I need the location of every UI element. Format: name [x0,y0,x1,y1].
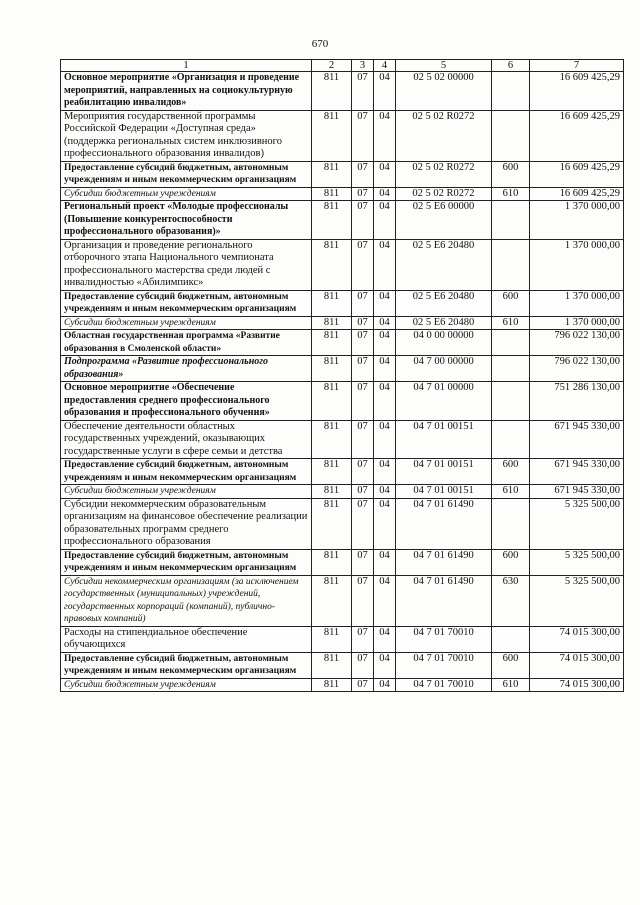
row-section-cell: 07 [352,239,374,290]
row-target-article-cell: 02 5 E6 00000 [396,201,492,240]
row-code-admin-cell: 811 [312,201,352,240]
row-amount-cell: 74 015 300,00 [530,678,624,692]
row-subsection-cell: 04 [374,201,396,240]
row-target-article-cell: 04 7 01 61490 [396,549,492,575]
row-subsection-cell: 04 [374,626,396,652]
row-subsection-cell: 04 [374,575,396,626]
row-section-cell: 07 [352,187,374,201]
row-code-admin-cell: 811 [312,187,352,201]
row-amount-cell: 1 370 000,00 [530,201,624,240]
table-row [61,678,624,692]
row-target-article-cell: 04 7 01 61490 [396,575,492,626]
row-subsection-cell: 04 [374,330,396,356]
row-subsection-cell: 04 [374,290,396,316]
row-target-article-cell: 04 0 00 00000 [396,330,492,356]
row-name-cell: Субсидии бюджетным учреждениям [61,678,312,692]
table-row [61,239,624,290]
row-name-cell: Региональный проект «Молодые профессионалы (Повышение конкурентоспособности профессионального образования)» [61,201,312,240]
row-target-article-cell: 02 5 02 R0272 [396,187,492,201]
row-expense-type-cell: 600 [492,549,530,575]
header-cell-4: 4 [374,60,396,72]
row-amount-cell: 5 325 500,00 [530,498,624,549]
row-name-cell: Субсидии некоммерческим образовательным организациям на финансовое обеспечение реализации образовательных программ среднего профессионального образования [61,498,312,549]
row-target-article-cell: 02 5 02 00000 [396,72,492,111]
row-name-cell: Областная государственная программа «Развитие образования в Смоленской области» [61,330,312,356]
header-row [61,60,624,72]
row-expense-type-cell: 600 [492,652,530,678]
row-target-article-cell: 04 7 01 70010 [396,652,492,678]
table-row [61,316,624,330]
row-subsection-cell: 04 [374,382,396,421]
row-name-cell: Субсидии бюджетным учреждениям [61,187,312,201]
row-subsection-cell: 04 [374,110,396,161]
row-amount-cell: 1 370 000,00 [530,316,624,330]
row-name-cell: Мероприятия государственной программы Российской Федерации «Доступная среда» (поддержка региональных систем инклюзивного профессионального образования инвалидов) [61,110,312,161]
row-section-cell: 07 [352,382,374,421]
row-name-cell: Предоставление субсидий бюджетным, автономным учреждениям и иным некоммерческим организациям [61,290,312,316]
row-subsection-cell: 04 [374,356,396,382]
table-row [61,420,624,459]
row-expense-type-cell: 610 [492,678,530,692]
row-target-article-cell: 04 7 01 00000 [396,382,492,421]
row-name-cell: Субсидии бюджетным учреждениям [61,316,312,330]
row-target-article-cell: 04 7 01 00151 [396,420,492,459]
table-row [61,575,624,626]
row-code-admin-cell: 811 [312,316,352,330]
row-code-admin-cell: 811 [312,290,352,316]
table-row [61,72,624,111]
row-subsection-cell: 04 [374,187,396,201]
header-cell-7: 7 [530,60,624,72]
row-expense-type-cell [492,626,530,652]
row-expense-type-cell: 610 [492,316,530,330]
row-amount-cell: 671 945 330,00 [530,485,624,499]
row-expense-type-cell [492,201,530,240]
row-expense-type-cell: 600 [492,290,530,316]
row-amount-cell: 796 022 130,00 [530,330,624,356]
table-row [61,382,624,421]
row-target-article-cell: 04 7 01 00151 [396,459,492,485]
table-row [61,459,624,485]
row-section-cell: 07 [352,626,374,652]
row-amount-cell: 796 022 130,00 [530,356,624,382]
row-amount-cell: 1 370 000,00 [530,239,624,290]
page-number: 670 [311,38,329,50]
row-code-admin-cell: 811 [312,652,352,678]
row-target-article-cell: 04 7 01 70010 [396,678,492,692]
row-expense-type-cell: 600 [492,161,530,187]
header-cell-6: 6 [492,60,530,72]
row-code-admin-cell: 811 [312,575,352,626]
row-expense-type-cell [492,498,530,549]
row-amount-cell: 16 609 425,29 [530,161,624,187]
header-cell-1: 1 [61,60,312,72]
table-row [61,110,624,161]
row-code-admin-cell: 811 [312,549,352,575]
row-name-cell: Субсидии некоммерческим организациям (за исключением государственных (муниципальных) учреждений, государственных корпораций (компаний), публично-правовых компаний) [61,575,312,626]
row-name-cell: Подпрограмма «Развитие профессионального образования» [61,356,312,382]
row-section-cell: 07 [352,161,374,187]
row-code-admin-cell: 811 [312,459,352,485]
row-code-admin-cell: 811 [312,330,352,356]
row-section-cell: 07 [352,201,374,240]
row-amount-cell: 16 609 425,29 [530,110,624,161]
row-expense-type-cell: 630 [492,575,530,626]
table-row [61,485,624,499]
row-name-cell: Субсидии бюджетным учреждениям [61,485,312,499]
row-name-cell: Предоставление субсидий бюджетным, автономным учреждениям и иным некоммерческим организациям [61,549,312,575]
row-target-article-cell: 02 5 E6 20480 [396,290,492,316]
row-code-admin-cell: 811 [312,420,352,459]
row-target-article-cell: 04 7 01 00151 [396,485,492,499]
row-target-article-cell: 02 5 E6 20480 [396,316,492,330]
row-code-admin-cell: 811 [312,498,352,549]
row-amount-cell: 16 609 425,29 [530,187,624,201]
row-expense-type-cell [492,110,530,161]
table-row [61,549,624,575]
table-row [61,498,624,549]
row-section-cell: 07 [352,356,374,382]
row-subsection-cell: 04 [374,459,396,485]
table-row [61,290,624,316]
row-amount-cell: 671 945 330,00 [530,420,624,459]
row-subsection-cell: 04 [374,316,396,330]
row-name-cell: Основное мероприятие «Организация и проведение мероприятий, направленных на социокультурную реабилитацию инвалидов» [61,72,312,111]
row-name-cell: Расходы на стипендиальное обеспечение обучающихся [61,626,312,652]
row-section-cell: 07 [352,652,374,678]
row-subsection-cell: 04 [374,678,396,692]
row-section-cell: 07 [352,575,374,626]
row-target-article-cell: 02 5 02 R0272 [396,110,492,161]
row-name-cell: Предоставление субсидий бюджетным, автономным учреждениям и иным некоммерческим организациям [61,652,312,678]
row-amount-cell: 5 325 500,00 [530,549,624,575]
row-section-cell: 07 [352,420,374,459]
row-amount-cell: 671 945 330,00 [530,459,624,485]
row-section-cell: 07 [352,72,374,111]
row-target-article-cell: 04 7 01 70010 [396,626,492,652]
row-code-admin-cell: 811 [312,382,352,421]
row-code-admin-cell: 811 [312,678,352,692]
row-section-cell: 07 [352,459,374,485]
row-expense-type-cell [492,420,530,459]
row-expense-type-cell [492,330,530,356]
table-body [61,72,624,692]
row-subsection-cell: 04 [374,652,396,678]
row-name-cell: Основное мероприятие «Обеспечение предоставления среднего профессионального образования и профессионального обучения» [61,382,312,421]
row-section-cell: 07 [352,330,374,356]
row-section-cell: 07 [352,549,374,575]
row-expense-type-cell [492,239,530,290]
row-section-cell: 07 [352,316,374,330]
row-code-admin-cell: 811 [312,161,352,187]
table-row [61,356,624,382]
row-amount-cell: 74 015 300,00 [530,652,624,678]
row-expense-type-cell [492,382,530,421]
row-target-article-cell: 04 7 00 00000 [396,356,492,382]
row-target-article-cell: 02 5 E6 20480 [396,239,492,290]
row-code-admin-cell: 811 [312,239,352,290]
row-expense-type-cell [492,356,530,382]
row-section-cell: 07 [352,290,374,316]
row-code-admin-cell: 811 [312,72,352,111]
table-row [61,652,624,678]
row-amount-cell: 74 015 300,00 [530,626,624,652]
row-subsection-cell: 04 [374,72,396,111]
row-expense-type-cell [492,72,530,111]
header-cell-3: 3 [352,60,374,72]
row-target-article-cell: 04 7 01 61490 [396,498,492,549]
row-section-cell: 07 [352,485,374,499]
row-code-admin-cell: 811 [312,110,352,161]
row-section-cell: 07 [352,498,374,549]
budget-table [60,59,624,692]
row-target-article-cell: 02 5 02 R0272 [396,161,492,187]
row-code-admin-cell: 811 [312,356,352,382]
row-section-cell: 07 [352,110,374,161]
row-expense-type-cell: 610 [492,187,530,201]
row-name-cell: Предоставление субсидий бюджетным, автономным учреждениям и иным некоммерческим организациям [61,459,312,485]
row-amount-cell: 16 609 425,29 [530,72,624,111]
table-row [61,201,624,240]
row-amount-cell: 751 286 130,00 [530,382,624,421]
row-expense-type-cell: 600 [492,459,530,485]
table-row [61,187,624,201]
row-expense-type-cell: 610 [492,485,530,499]
row-subsection-cell: 04 [374,420,396,459]
row-name-cell: Предоставление субсидий бюджетным, автономным учреждениям и иным некоммерческим организациям [61,161,312,187]
header-cell-2: 2 [312,60,352,72]
row-subsection-cell: 04 [374,549,396,575]
table-row [61,330,624,356]
table-row [61,161,624,187]
row-code-admin-cell: 811 [312,626,352,652]
row-subsection-cell: 04 [374,498,396,549]
row-code-admin-cell: 811 [312,485,352,499]
row-amount-cell: 5 325 500,00 [530,575,624,626]
row-name-cell: Обеспечение деятельности областных государственных учреждений, оказывающих государственные услуги в сфере семьи и детства [61,420,312,459]
header-cell-5: 5 [396,60,492,72]
row-subsection-cell: 04 [374,161,396,187]
row-subsection-cell: 04 [374,485,396,499]
row-name-cell: Организация и проведение регионального отборочного этапа Национального чемпионата профессионального мастерства среди людей с инвалидностью «Абилимпикс» [61,239,312,290]
row-amount-cell: 1 370 000,00 [530,290,624,316]
row-section-cell: 07 [352,678,374,692]
table-row [61,626,624,652]
row-subsection-cell: 04 [374,239,396,290]
